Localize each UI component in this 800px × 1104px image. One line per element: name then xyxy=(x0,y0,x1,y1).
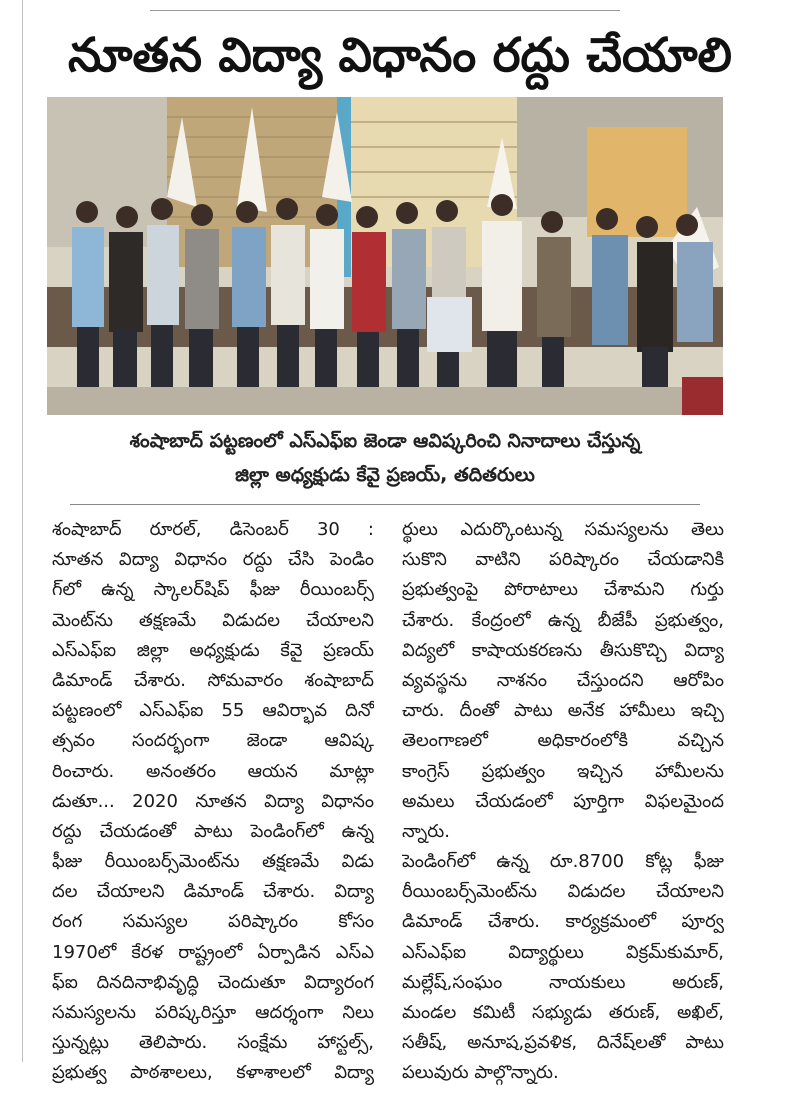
article-line: అమలు చేయడంలో పూర్తిగా విఫలమైంద xyxy=(402,790,724,812)
article-line: సతీష్, అనూష,ప్రవళిక, దినేష్‌లతో పాటు xyxy=(402,1032,724,1054)
article-line: మల్లేష్,సంఘం నాయకులు అరుణ్, xyxy=(402,971,724,993)
previous-article-strip xyxy=(150,0,620,8)
article-line: నూతన విద్యా విధానం రద్దు చేసి పెండిం xyxy=(52,549,374,571)
article-line: గ్‌లో ఉన్న స్కాలర్‌షిప్ ఫీజు రీయింబర్స్ xyxy=(52,579,374,601)
photo-caption xyxy=(60,424,710,492)
article-line: స్తున్నట్లు తెలిపారు. సంక్షేమ హాస్టల్స్, xyxy=(52,1032,374,1054)
article-line: చేశారు. కేంద్రంలో ఉన్న బీజేపీ ప్రభుత్వం, xyxy=(402,609,724,631)
article-line: రించారు. అనంతరం ఆయన మాట్లా xyxy=(52,760,374,782)
article-line: మండల కమిటీ సభ్యుడు తరుణ్, అఖిల్, xyxy=(402,1002,724,1023)
article-line: మెంట్‌ను తక్షణమే విడుదల చేయాలని xyxy=(52,609,374,631)
article-line: ఎస్ఎఫ్ఐ జిల్లా అధ్యక్షుడు కేవై ప్రణయ్ xyxy=(52,639,374,661)
article-line: పెండింగ్‌లో ఉన్న రూ.8700 కోట్ల ఫీజు xyxy=(402,851,724,873)
article-line: విద్యలో కాషాయకరణను తీసుకొచ్చి విద్యా xyxy=(402,639,724,661)
article-line: ర్థులు ఎదుర్కొంటున్న సమస్యలను తెలు xyxy=(402,519,724,540)
article-line: త్సవం సందర్భంగా జెండా ఆవిష్క xyxy=(52,730,374,752)
article-line: ఎస్ఎఫ్ఐ విద్యార్థులు విక్రమ్‌కుమార్, xyxy=(402,941,724,963)
article-column-left xyxy=(52,515,374,1089)
article-line: ఫీజు రీయింబర్స్‌మెంట్‌ను తక్షణమే విడు xyxy=(52,851,374,873)
article-line: కాంగ్రెస్ ప్రభుత్వం ఇచ్చిన హామీలను xyxy=(402,760,724,782)
article-line: డిమాండ్ చేశారు. కార్యక్రమంలో పూర్వ xyxy=(402,911,724,933)
article-line: ఫ్ఐ దినదినాభివృద్ధి చెందుతూ విద్యారంగ xyxy=(52,971,374,993)
article-line: రద్దు చేయడంతో పాటు పెండింగ్‌లో ఉన్న xyxy=(52,820,374,842)
article-line: పట్టణంలో ఎస్ఎఫ్ఐ 55 ఆవిర్భావ దినో xyxy=(52,700,374,722)
article-line: సమస్యలను పరిష్కరిస్తూ ఆదర్శంగా నిలు xyxy=(52,1002,374,1023)
protest-photo xyxy=(47,97,723,415)
article-line: న్నారు. xyxy=(402,820,450,842)
article-line: తెలంగాణలో అధికారంలోకి వచ్చిన xyxy=(402,730,724,752)
article-line: వ్యవస్థను నాశనం చేస్తుందని ఆరోపిం xyxy=(402,669,724,691)
article-line: రీయింబర్స్‌మెంట్‌ను విడుదల చేయాలని xyxy=(402,881,724,903)
article-line: దల చేయాలని డిమాండ్ చేశారు. విద్యా xyxy=(52,881,374,903)
column-divider-left xyxy=(22,0,23,1062)
article-line: ప్రభుత్వంపై పోరాటాలు చేశామని గుర్తు xyxy=(402,579,724,601)
caption-line: శంషాబాద్ పట్టణంలో ఎస్ఎఫ్ఐ జెండా ఆవిష్కరించి నినాదాలు చేస్తున్న xyxy=(129,430,641,452)
caption-separator xyxy=(70,504,700,505)
article-line: శంషాబాద్ రూరల్, డిసెంబర్ 30 : xyxy=(52,519,374,540)
article-line: ప్రభుత్వ పాఠశాలలు, కళాశాలలో విద్యా xyxy=(52,1062,374,1084)
article-column-right xyxy=(402,515,724,1089)
article-line: డుతూ... 2020 నూతన విద్యా విధానం xyxy=(52,790,374,812)
caption-line: జిల్లా అధ్యక్షుడు కేవై ప్రణయ్, తదితరులు xyxy=(235,464,535,486)
article-line: పలువురు పాల్గొన్నారు. xyxy=(402,1062,559,1084)
top-divider xyxy=(150,10,620,11)
headline: నూతన విద్యా విధానం రద్దు చేయాలి xyxy=(68,28,732,83)
article-line: సుకొని వాటిని పరిష్కారం చేయడానికి xyxy=(402,549,724,571)
article-line: డిమాండ్ చేశారు. సోమవారం శంషాబాద్ xyxy=(52,669,374,691)
article-line: 1970లో కేరళ రాష్ట్రంలో ఏర్పాడిన ఎస్ఎ xyxy=(52,941,374,963)
article-line: రంగ సమస్యల పరిష్కారం కోసం xyxy=(52,911,374,933)
article-line: చారు. దీంతో పాటు అనేక హామీలు ఇచ్చి xyxy=(402,700,724,722)
